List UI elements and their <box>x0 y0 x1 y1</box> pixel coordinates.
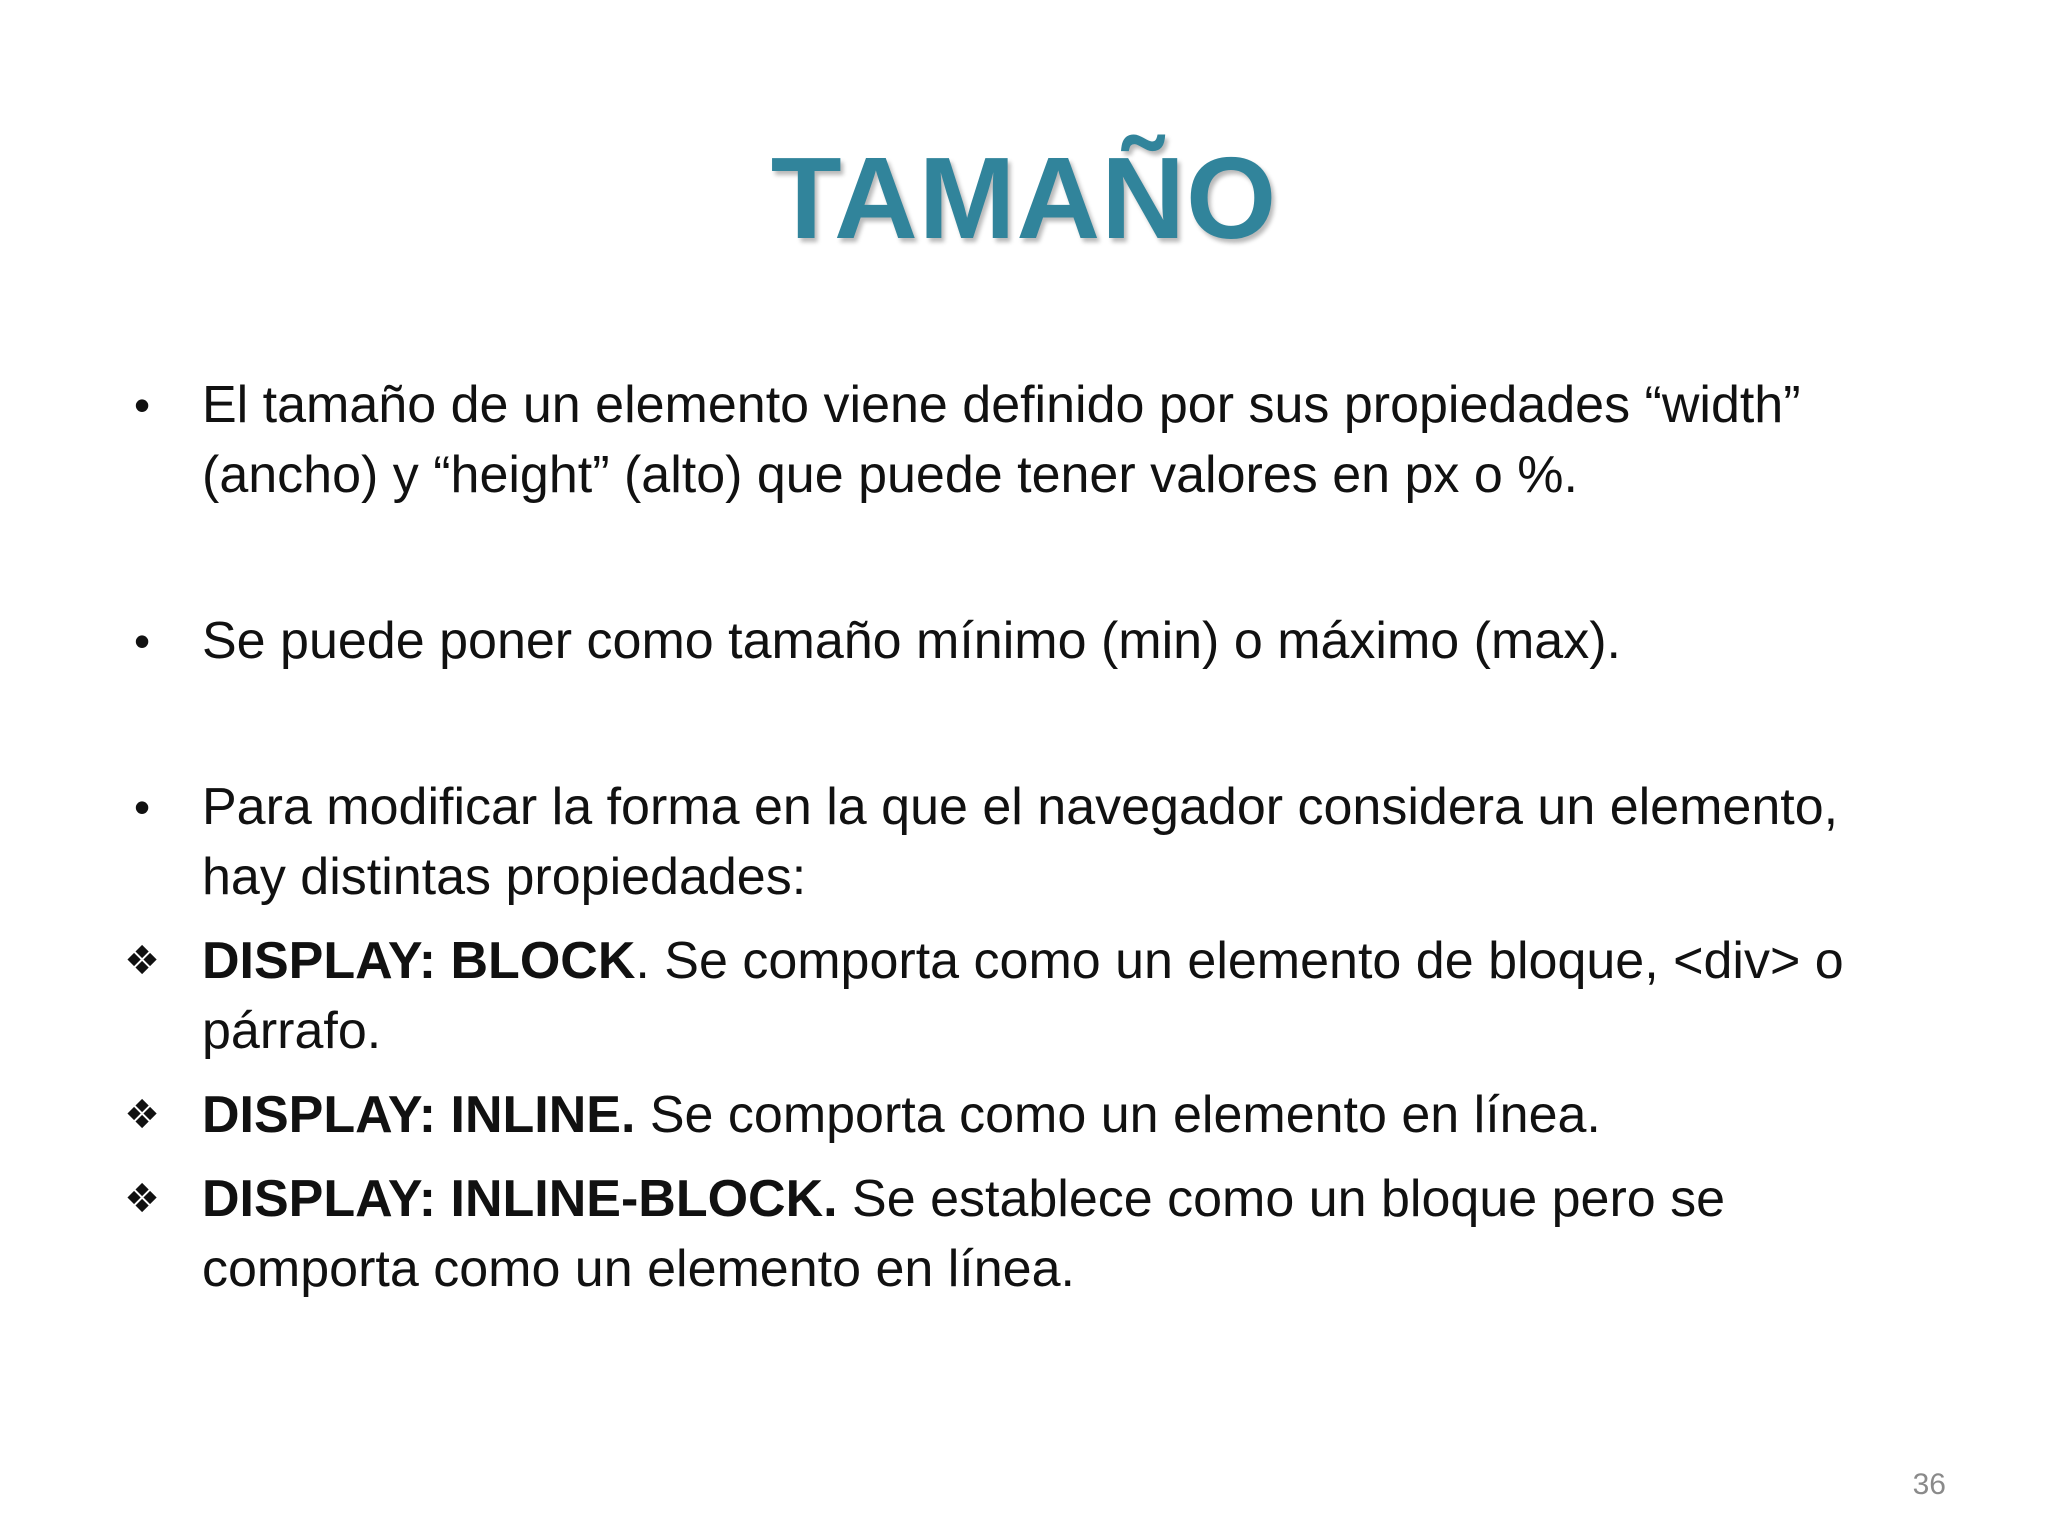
slide-title: TAMAÑO <box>770 133 1278 263</box>
bullet-text: El tamaño de un elemento viene definido por sus propiedades “width” (ancho) y “height” (alto) que puede tener valores en px o %. <box>202 376 1801 504</box>
sub-item <box>122 1164 1922 1304</box>
sub-item-description: . Se comporta como un elemento de bloque, <div> o párrafo. <box>202 932 1844 1060</box>
sub-item-keyword: DISPLAY: INLINE. <box>202 1086 636 1144</box>
diamond-cluster-icon: ❖ <box>124 939 160 983</box>
bullet-item <box>122 772 1922 912</box>
diamond-cluster-icon: ❖ <box>124 1177 160 1221</box>
sub-item-description: Se comporta como un elemento en línea. <box>635 1086 1601 1144</box>
bullet-text: Para modificar la forma en la que el navegador considera un elemento, hay distintas propiedades: <box>202 778 1839 906</box>
bullet-item <box>122 606 1922 676</box>
bullet-text: Se puede poner como tamaño mínimo (min) o máximo (max). <box>202 612 1621 670</box>
bullet-item <box>122 370 1922 510</box>
sub-item <box>122 1080 1922 1150</box>
bullet-dot-icon: • <box>133 379 151 431</box>
page-number: 36 <box>1912 1468 1946 1501</box>
slide-body <box>122 370 1922 1304</box>
sub-item-description: Se establece como un bloque pero se comporta como un elemento en línea. <box>202 1170 1726 1298</box>
sub-item <box>122 926 1922 1066</box>
bullet-dot-icon: • <box>133 781 151 833</box>
bullet-dot-icon: • <box>133 615 151 667</box>
diamond-cluster-icon: ❖ <box>124 1093 160 1137</box>
sub-item-keyword: DISPLAY: INLINE-BLOCK. <box>202 1170 838 1228</box>
sub-item-keyword: DISPLAY: BLOCK <box>202 932 636 990</box>
